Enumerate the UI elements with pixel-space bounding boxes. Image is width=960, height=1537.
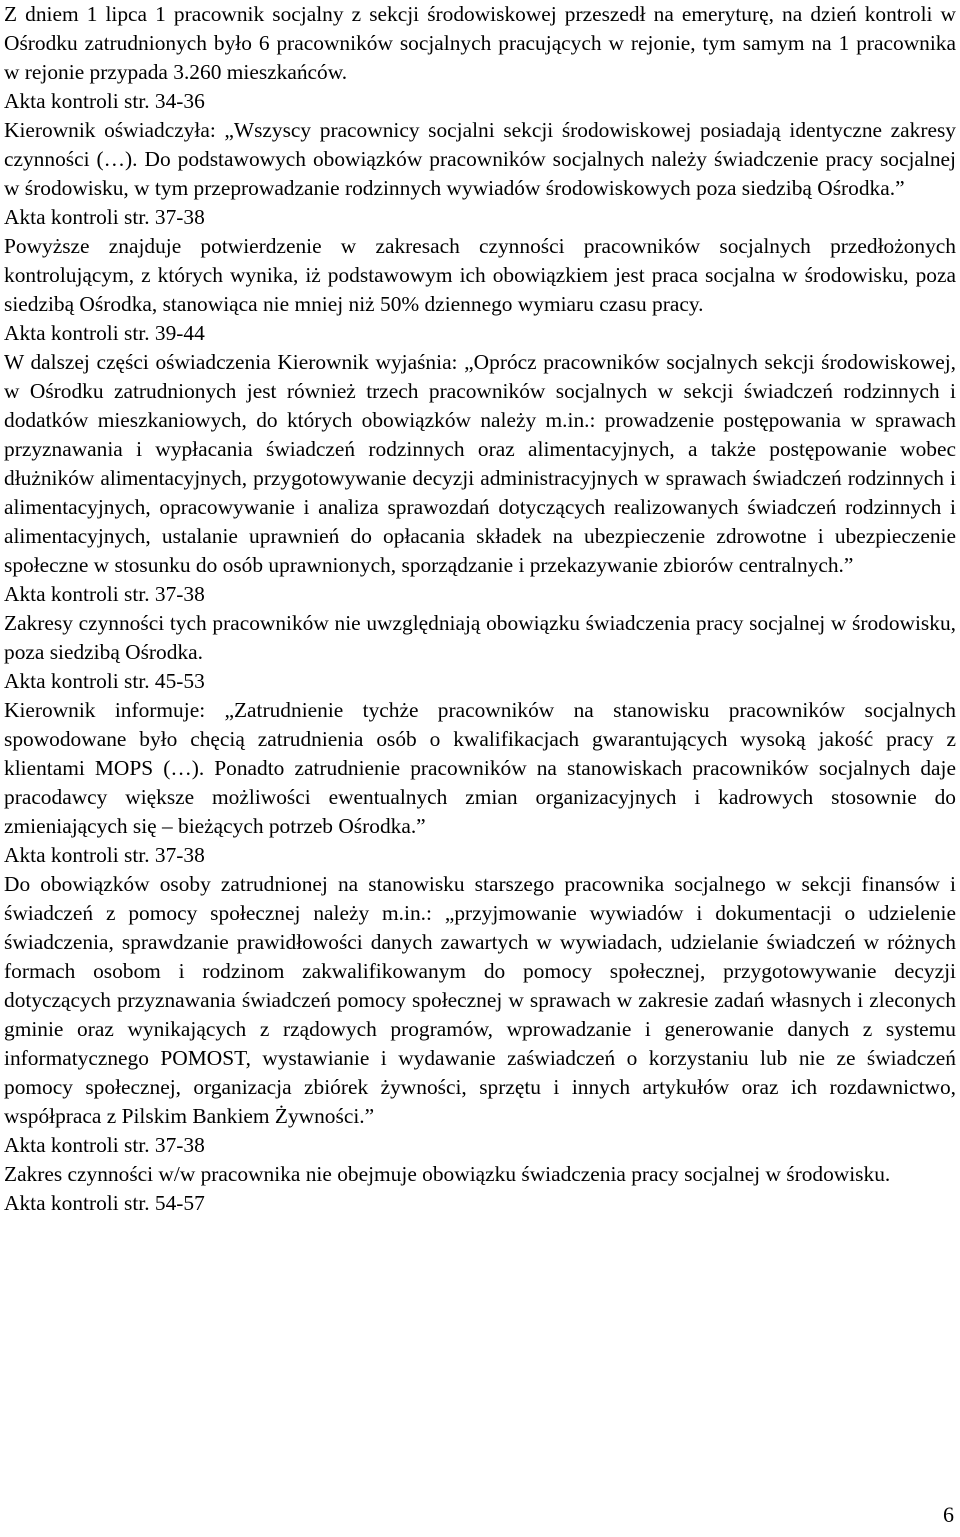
paragraph: Zakres czynności w/w pracownika nie obejmuje obowiązku świadczenia pracy socjalnej w środowisku. — [4, 1162, 891, 1186]
paragraph: Z dniem 1 lipca 1 pracownik socjalny z sekcji środowiskowej przeszedł na emeryturę, na dzień kontroli w Ośrodku zatrudnionych było 6 pracowników socjalnych pracujących w rejonie, tym samym na 1 pracownika w rejonie przypada 3.260 mieszkańców. — [4, 2, 956, 84]
paragraph: Zakresy czynności tych pracowników nie uwzględniają obowiązku świadczenia pracy socjalnej w środowisku, poza siedzibą Ośrodka. — [4, 611, 956, 664]
paragraph: W dalszej części oświadczenia Kierownik wyjaśnia: „Oprócz pracowników socjalnych sekcji środowiskowej, w Ośrodku zatrudnionych jest również trzech pracowników socjalnych w sekcji świadczeń rodzinnych i dodatków mieszkaniowych, do których obowiązków należy m.in.: prowadzenie postępowania w sprawach przyznawania i wypłacania świadczeń rodzinnych oraz alimentacyjnych, a także postępowanie wobec dłużników alimentacyjnych, przygotowywanie decyzji administracyjnych w sprawach świadczeń rodzinnych i alimentacyjnych, opracowywanie i analiza sprawozdań dotyczących realizowanych świadczeń rodzinnych i alimentacyjnych, ustalanie uprawnień do opłacania składek na ubezpieczenie zdrowotne i ubezpieczenie społeczne w stosunku do osób uprawnionych, sporządzanie i przekazywanie zbiorów centralnych.” — [4, 350, 956, 577]
file-reference: Akta kontroli str. 34-36 — [4, 89, 205, 113]
file-reference: Akta kontroli str. 37-38 — [4, 582, 205, 606]
file-reference: Akta kontroli str. 37-38 — [4, 843, 205, 867]
file-reference: Akta kontroli str. 37-38 — [4, 205, 205, 229]
page-number: 6 — [943, 1502, 954, 1527]
file-reference: Akta kontroli str. 45-53 — [4, 669, 205, 693]
file-reference: Akta kontroli str. 54-57 — [4, 1191, 205, 1215]
file-reference: Akta kontroli str. 39-44 — [4, 321, 205, 345]
paragraph: Powyższe znajduje potwierdzenie w zakresach czynności pracowników socjalnych przedłożonych kontrolującym, z których wynika, iż podstawowym ich obowiązkiem jest praca socjalna w środowisku, poza siedzibą Ośrodka, stanowiąca nie mniej niż 50% dziennego wymiaru czasu pracy. — [4, 234, 956, 316]
file-reference: Akta kontroli str. 37-38 — [4, 1133, 205, 1157]
paragraph: Kierownik informuje: „Zatrudnienie tychże pracowników na stanowisku pracowników socjalnych spowodowane było chęcią zatrudnienia osób o kwalifikacjach gwarantujących wysoką jakość pracy z klientami MOPS (…). Ponadto zatrudnienie pracowników na stanowiskach pracowników socjalnych daje pracodawcy większe możliwości ewentualnych zmian organizacyjnych i kadrowych stosownie do zmieniających się – bieżących potrzeb Ośrodka.” — [4, 698, 956, 838]
paragraph: Kierownik oświadczyła: „Wszyscy pracownicy socjalni sekcji środowiskowej posiadają identyczne zakresy czynności (…). Do podstawowych obowiązków pracowników socjalnych należy świadczenie pracy socjalnej w środowisku, w tym przeprowadzanie rodzinnych wywiadów środowiskowych poza siedzibą Ośrodka.” — [4, 118, 956, 200]
paragraph: Do obowiązków osoby zatrudnionej na stanowisku starszego pracownika socjalnego w sekcji finansów i świadczeń z pomocy społecznej należy m.in.: „przyjmowanie wywiadów i dokumentacji o udzielenie świadczenia, sprawdzanie prawidłowości danych zawartych w wywiadach, udzielanie świadczeń w różnych formach osobom i rodzinom zakwalifikowanym do pomocy społecznej, przygotowywanie decyzji dotyczących przyznawania świadczeń pomocy społecznej w sprawach w zakresie zadań własnych i zleconych gminie oraz wynikających z rządowych programów, wprowadzanie i generowanie danych z systemu informatycznego POMOST, wystawianie i wydawanie zaświadczeń o korzystaniu lub nie ze świadczeń pomocy społecznej, organizacja zbiórek żywności, sprzętu i innych artykułów oraz ich rozdawnictwo, współpraca z Pilskim Bankiem Żywności.” — [4, 872, 956, 1128]
document-page — [4, 0, 956, 1218]
